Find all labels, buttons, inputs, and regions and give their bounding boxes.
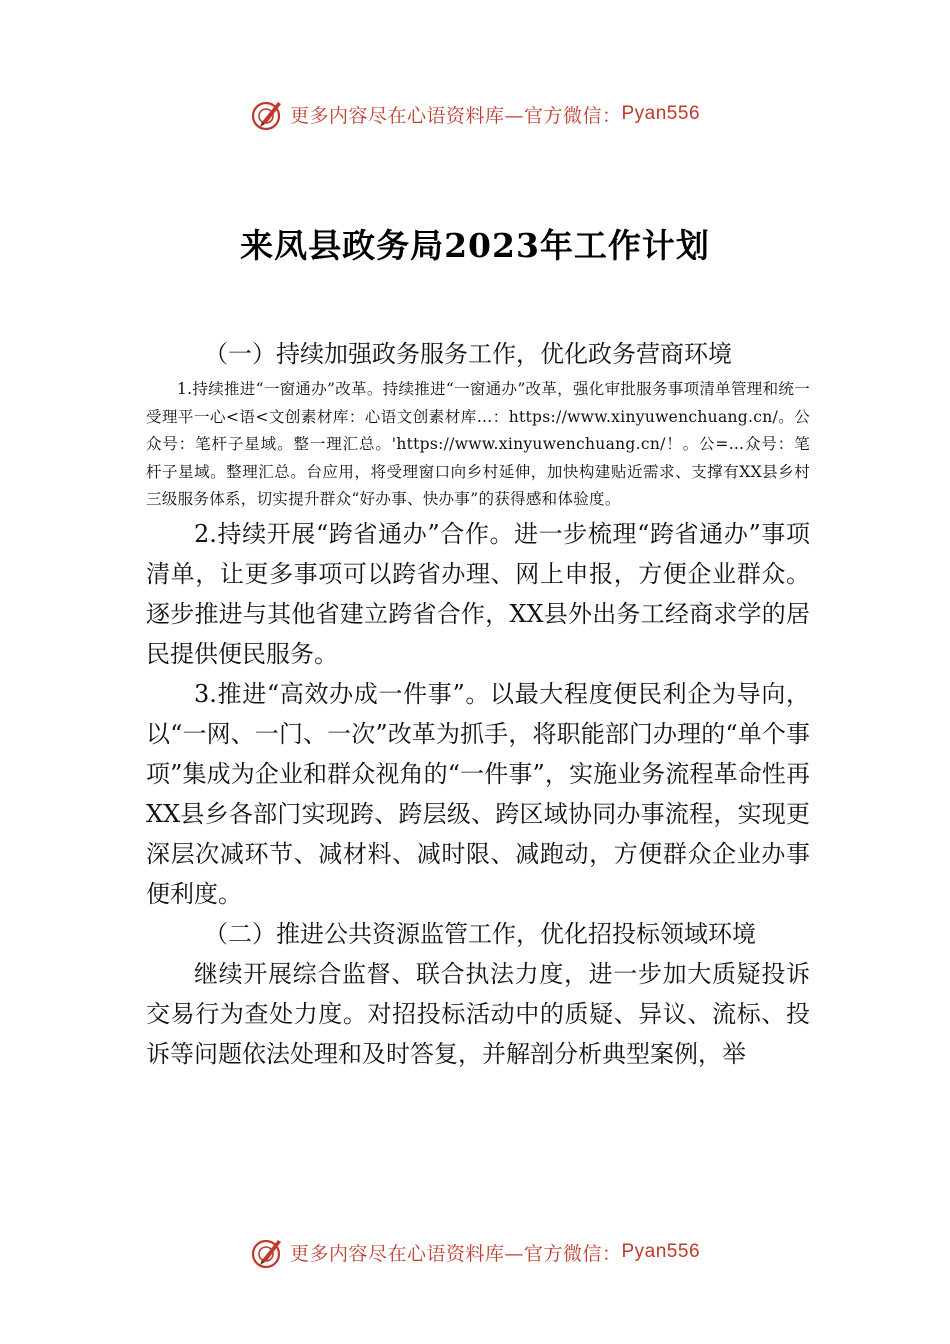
watermark-text: 更多内容尽在心语资料库—官方微信： xyxy=(289,1242,622,1265)
watermark-banner-bottom xyxy=(0,1232,950,1272)
watermark-wechat-id: Pyan556 xyxy=(621,103,701,124)
section-heading-2: （二）推进公共资源监管工作，优化招投标领域环境 xyxy=(204,919,756,948)
paragraph-2-1: 继续开展综合监督、联合执法力度，进一步加大质疑投诉交易行为查处力度。对招投标活动中的质疑、异议、流标、投诉等问题依法处理和及时答复，并解剖分析典型案例，举 xyxy=(146,959,810,1068)
paragraph-1-3: 3.推进“高效办成一件事”。以最大程度便民利企为导向，以“一网、一门、一次”改革为抓手，将职能部门办理的“单个事项”集成为企业和群众视角的“一件事”，实施业务流程革命性再XX县乡各部门实现跨、跨层级、跨区域协同办事流程，实现更深层次减环节、减材料、减时限、减跑动，方便群众企业办事便利度。 xyxy=(146,679,810,908)
brush-logo-icon xyxy=(250,96,286,132)
paragraph-1-1: 1.持续推进“一窗通办”改革。持续推进“一窗通办”改革，强化审批服务事项清单管理和统一受理平一心<语<文创素材库：心语文创素材库…：https://www.xinyuwenchuang.cn/。公众号：笔杆子星域。整一理汇总。'https://www.xinyuwenchuang.cn/！。公=…众号：笔杆子星域。整理汇总。台应用，将受理窗口向乡村延伸，加快构建贴近需求、支撑有XX县乡村三级服务体系，切实提升群众“好办事、快办事”的获得感和体验度。 xyxy=(146,380,810,508)
watermark-banner-top xyxy=(0,94,950,134)
document-title: 来凤县政务局2023年工作计划 xyxy=(240,226,710,265)
watermark-wechat-id: Pyan556 xyxy=(621,1241,701,1262)
document-body xyxy=(146,334,810,1074)
brush-logo-icon xyxy=(250,1234,286,1270)
section-heading-1: （一）持续加强政务服务工作，优化政务营商环境 xyxy=(204,340,732,368)
watermark-text: 更多内容尽在心语资料库—官方微信： xyxy=(289,104,622,127)
paragraph-1-2: 2.持续开展“跨省通办”合作。进一步梳理“跨省通办”事项清单，让更多事项可以跨省办理、网上申报，方便企业群众。逐步推进与其他省建立跨省合作，XX县外出务工经商求学的居民提供便民服务。 xyxy=(146,519,810,668)
